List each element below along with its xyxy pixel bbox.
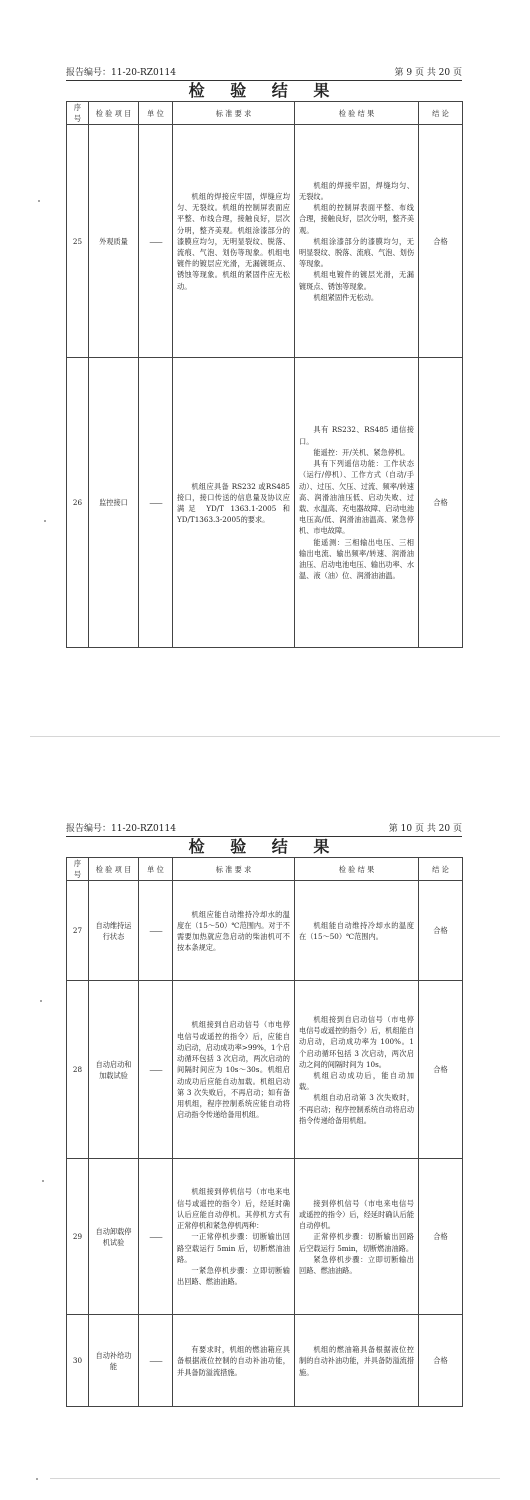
table-row	[67, 1315, 463, 1407]
row-result	[295, 1159, 419, 1315]
table-row	[67, 1159, 463, 1315]
row-requirement	[173, 125, 295, 358]
row-conclusion: 合格	[419, 1315, 463, 1407]
page-title: 检 验 结 果	[188, 837, 340, 856]
page-header	[66, 64, 462, 81]
requirement-paragraph: 一正常停机步骤：切断输出回路空载运行 5min 后，切断燃油油路。	[177, 1232, 290, 1264]
row-result	[295, 981, 419, 1159]
row-no: 26	[67, 358, 89, 648]
row-unit: ——	[139, 981, 173, 1159]
scan-speck	[42, 1180, 44, 1182]
row-result	[295, 881, 419, 981]
row-conclusion: 合格	[419, 1159, 463, 1315]
row-requirement	[173, 981, 295, 1159]
table-row	[67, 881, 463, 981]
row-unit: ——	[139, 358, 173, 648]
requirement-paragraph: 有要求时，机组的燃油箱应具备根据液位控制的自动补油功能，并具备防溢流措施。	[177, 1345, 290, 1377]
requirement-paragraph: 一紧急停机步骤：立即切断输出回路、燃油油路。	[177, 1265, 290, 1287]
result-paragraph: 机组电镀件的镀层光滑，无漏镀斑点、锈蚀等现象。	[299, 270, 414, 291]
row-no: 30	[67, 1315, 89, 1407]
result-paragraph: 机组自动启动第 3 次失败时，不再启动；程序控制系统自动将启动指令传递给备用机组。	[299, 1093, 415, 1125]
page-title: 检 验 结 果	[188, 81, 340, 100]
row-result	[295, 1315, 419, 1407]
header-requirement: 标 准 要 求	[173, 858, 295, 881]
result-paragraph: 机组接到自启动信号（市电停电信号或遥控的指令）后，机组能自动启动，启动成功率为 100%。1 个启动循环包括 3 次启动，两次启动之间的间隔时间为 10s。	[299, 1014, 415, 1069]
row-conclusion: 合格	[419, 358, 463, 648]
scan-speck	[44, 520, 46, 522]
row-item: 自动卸载停机试验	[89, 1159, 139, 1315]
header-no: 序号	[67, 102, 89, 125]
page-divider	[30, 736, 500, 737]
header-unit: 单 位	[139, 102, 173, 125]
table-row	[67, 358, 463, 648]
result-paragraph: 具有 RS232、RS485 通信接口。	[299, 425, 414, 446]
result-paragraph: 具有下列遥信功能：工作状态（运行/停机）、工作方式（自动/手动）、过压、欠压、过流、频率/转速高、润滑油油压低、启动失败、过载、水温高、充电器故障、启动电池电压高/低、润滑油油温高、紧急停机、市电故障。	[299, 459, 415, 536]
page-header	[66, 820, 462, 837]
result-paragraph: 机组启动成功后，能自动加载。	[299, 1070, 414, 1092]
row-item: 自动启动和加载试验	[89, 981, 139, 1159]
result-paragraph: 机组紧固件无松动。	[313, 292, 379, 302]
row-unit: ——	[139, 125, 173, 358]
header-conclusion: 结 论	[419, 858, 463, 881]
row-unit: ——	[139, 1159, 173, 1315]
requirement-paragraph: 机组接到自启动信号（市电停电信号或遥控的指令）后，应能自动启动，启动成功率>99%，1个启动循环包括 3 次启动，两次启动的间隔时间应为 10s～30s。机组启动成功后应能自动加载。机组启动第 3 次失败后，不再启动；如有备用机组，程序控制系统应能自动将启动指令传递给备用机组。	[177, 1020, 290, 1120]
table-row	[67, 981, 463, 1159]
report-number: 报告编号：11-20-RZ0114	[66, 68, 176, 78]
report-number: 报告编号：11-20-RZ0114	[66, 824, 176, 834]
row-requirement	[173, 1159, 295, 1315]
header-no: 序号	[67, 858, 89, 881]
result-paragraph: 紧急停机步骤：立即切断输出回路、燃油油路。	[299, 1254, 414, 1275]
results-table	[66, 857, 463, 1407]
page-number: 第 10 页 共 20 页	[388, 824, 462, 834]
row-result	[295, 125, 419, 358]
row-conclusion: 合格	[419, 981, 463, 1159]
row-no: 29	[67, 1159, 89, 1315]
row-conclusion: 合格	[419, 125, 463, 358]
header-conclusion: 结 论	[419, 102, 463, 125]
table-header-row	[67, 858, 463, 881]
results-table	[66, 101, 463, 648]
table-header-row	[67, 102, 463, 125]
header-item: 检 验 项 目	[89, 102, 139, 125]
report-page-10	[66, 820, 462, 1407]
row-item: 自动维持运行状态	[89, 881, 139, 981]
header-item: 检 验 项 目	[89, 858, 139, 881]
row-no: 27	[67, 881, 89, 981]
row-conclusion: 合格	[419, 881, 463, 981]
row-requirement	[173, 1315, 295, 1407]
requirement-paragraph: 机组接到停机信号（市电来电信号或遥控的指令）后，经延时确认后应能自动停机。其停机方式有正常停机和紧急停机两种：	[177, 1187, 290, 1231]
table-row	[67, 125, 463, 358]
requirement-paragraph: 机组应能自动维持冷却水的温度在（15～50）℃范围内。对于不需要加热就应急启动的柴油机可不按本条规定。	[177, 909, 290, 953]
header-unit: 单 位	[139, 858, 173, 881]
row-result	[295, 358, 419, 648]
row-no: 25	[67, 125, 89, 358]
header-requirement: 标 准 要 求	[173, 102, 295, 125]
scan-speck	[36, 1478, 38, 1480]
page-divider	[50, 1478, 500, 1479]
requirement-paragraph: 机组应具备 RS232 或RS485接口，接口传送的信息量及协议应满足 YD/T 1363.1-2005 和 YD/T1363.3-2005的要求。	[177, 481, 290, 525]
header-result: 检 验 结 果	[295, 102, 419, 125]
row-item: 自动补给功能	[89, 1315, 139, 1407]
result-paragraph: 机组的焊接牢固，焊缝均匀、无裂纹。	[299, 180, 414, 201]
scan-speck	[38, 200, 40, 202]
result-paragraph: 机组涂漆部分的漆膜均匀，无明显裂纹、脱落、流痕、气泡、划伤等现象。	[299, 236, 415, 269]
row-requirement	[173, 358, 295, 648]
row-unit: ——	[139, 881, 173, 981]
result-paragraph: 能遥测：三相输出电压、三相输出电流、输出频率/转速、润滑油油压、启动电池电压、输出功率、水温、液（油）位、润滑油油温。	[299, 537, 415, 581]
row-unit: ——	[139, 1315, 173, 1407]
result-paragraph: 机组的燃油箱具备根据液位控制的自动补油功能，并具备防溢流措施。	[299, 1345, 415, 1377]
header-result: 检 验 结 果	[295, 858, 419, 881]
result-paragraph: 能遥控：开/关机、紧急停机。	[313, 447, 410, 457]
scan-speck	[40, 1000, 42, 1002]
row-item: 监控接口	[89, 358, 139, 648]
requirement-paragraph: 机组的焊接应牢固，焊缝应均匀、无裂纹。机组的控制屏表面应平整、布线合理，接触良好，层次分明，整齐美观。机组涂漆部分的漆膜应均匀，无明显裂纹、脱落、流痕、气泡、划伤等现象。机组电镀件的镀层应光滑，无漏镀斑点、锈蚀等现象。机组的紧固件应无松动。	[177, 191, 290, 291]
result-paragraph: 机组能自动维持冷却水的温度在（15～50）℃范围内。	[299, 920, 414, 941]
report-page-9	[66, 64, 462, 648]
result-paragraph: 接到停机信号（市电来电信号或遥控的指令）后，经延时确认后能自动停机。	[299, 1198, 415, 1231]
result-paragraph: 机组的控制屏表面平整、布线合理，接触良好，层次分明，整齐美观。	[299, 203, 415, 235]
page-number: 第 9 页 共 20 页	[394, 68, 462, 78]
row-item: 外观质量	[89, 125, 139, 358]
result-paragraph: 正常停机步骤：切断输出回路后空载运行 5min，切断燃油油路。	[299, 1232, 414, 1253]
row-no: 28	[67, 981, 89, 1159]
row-requirement	[173, 881, 295, 981]
